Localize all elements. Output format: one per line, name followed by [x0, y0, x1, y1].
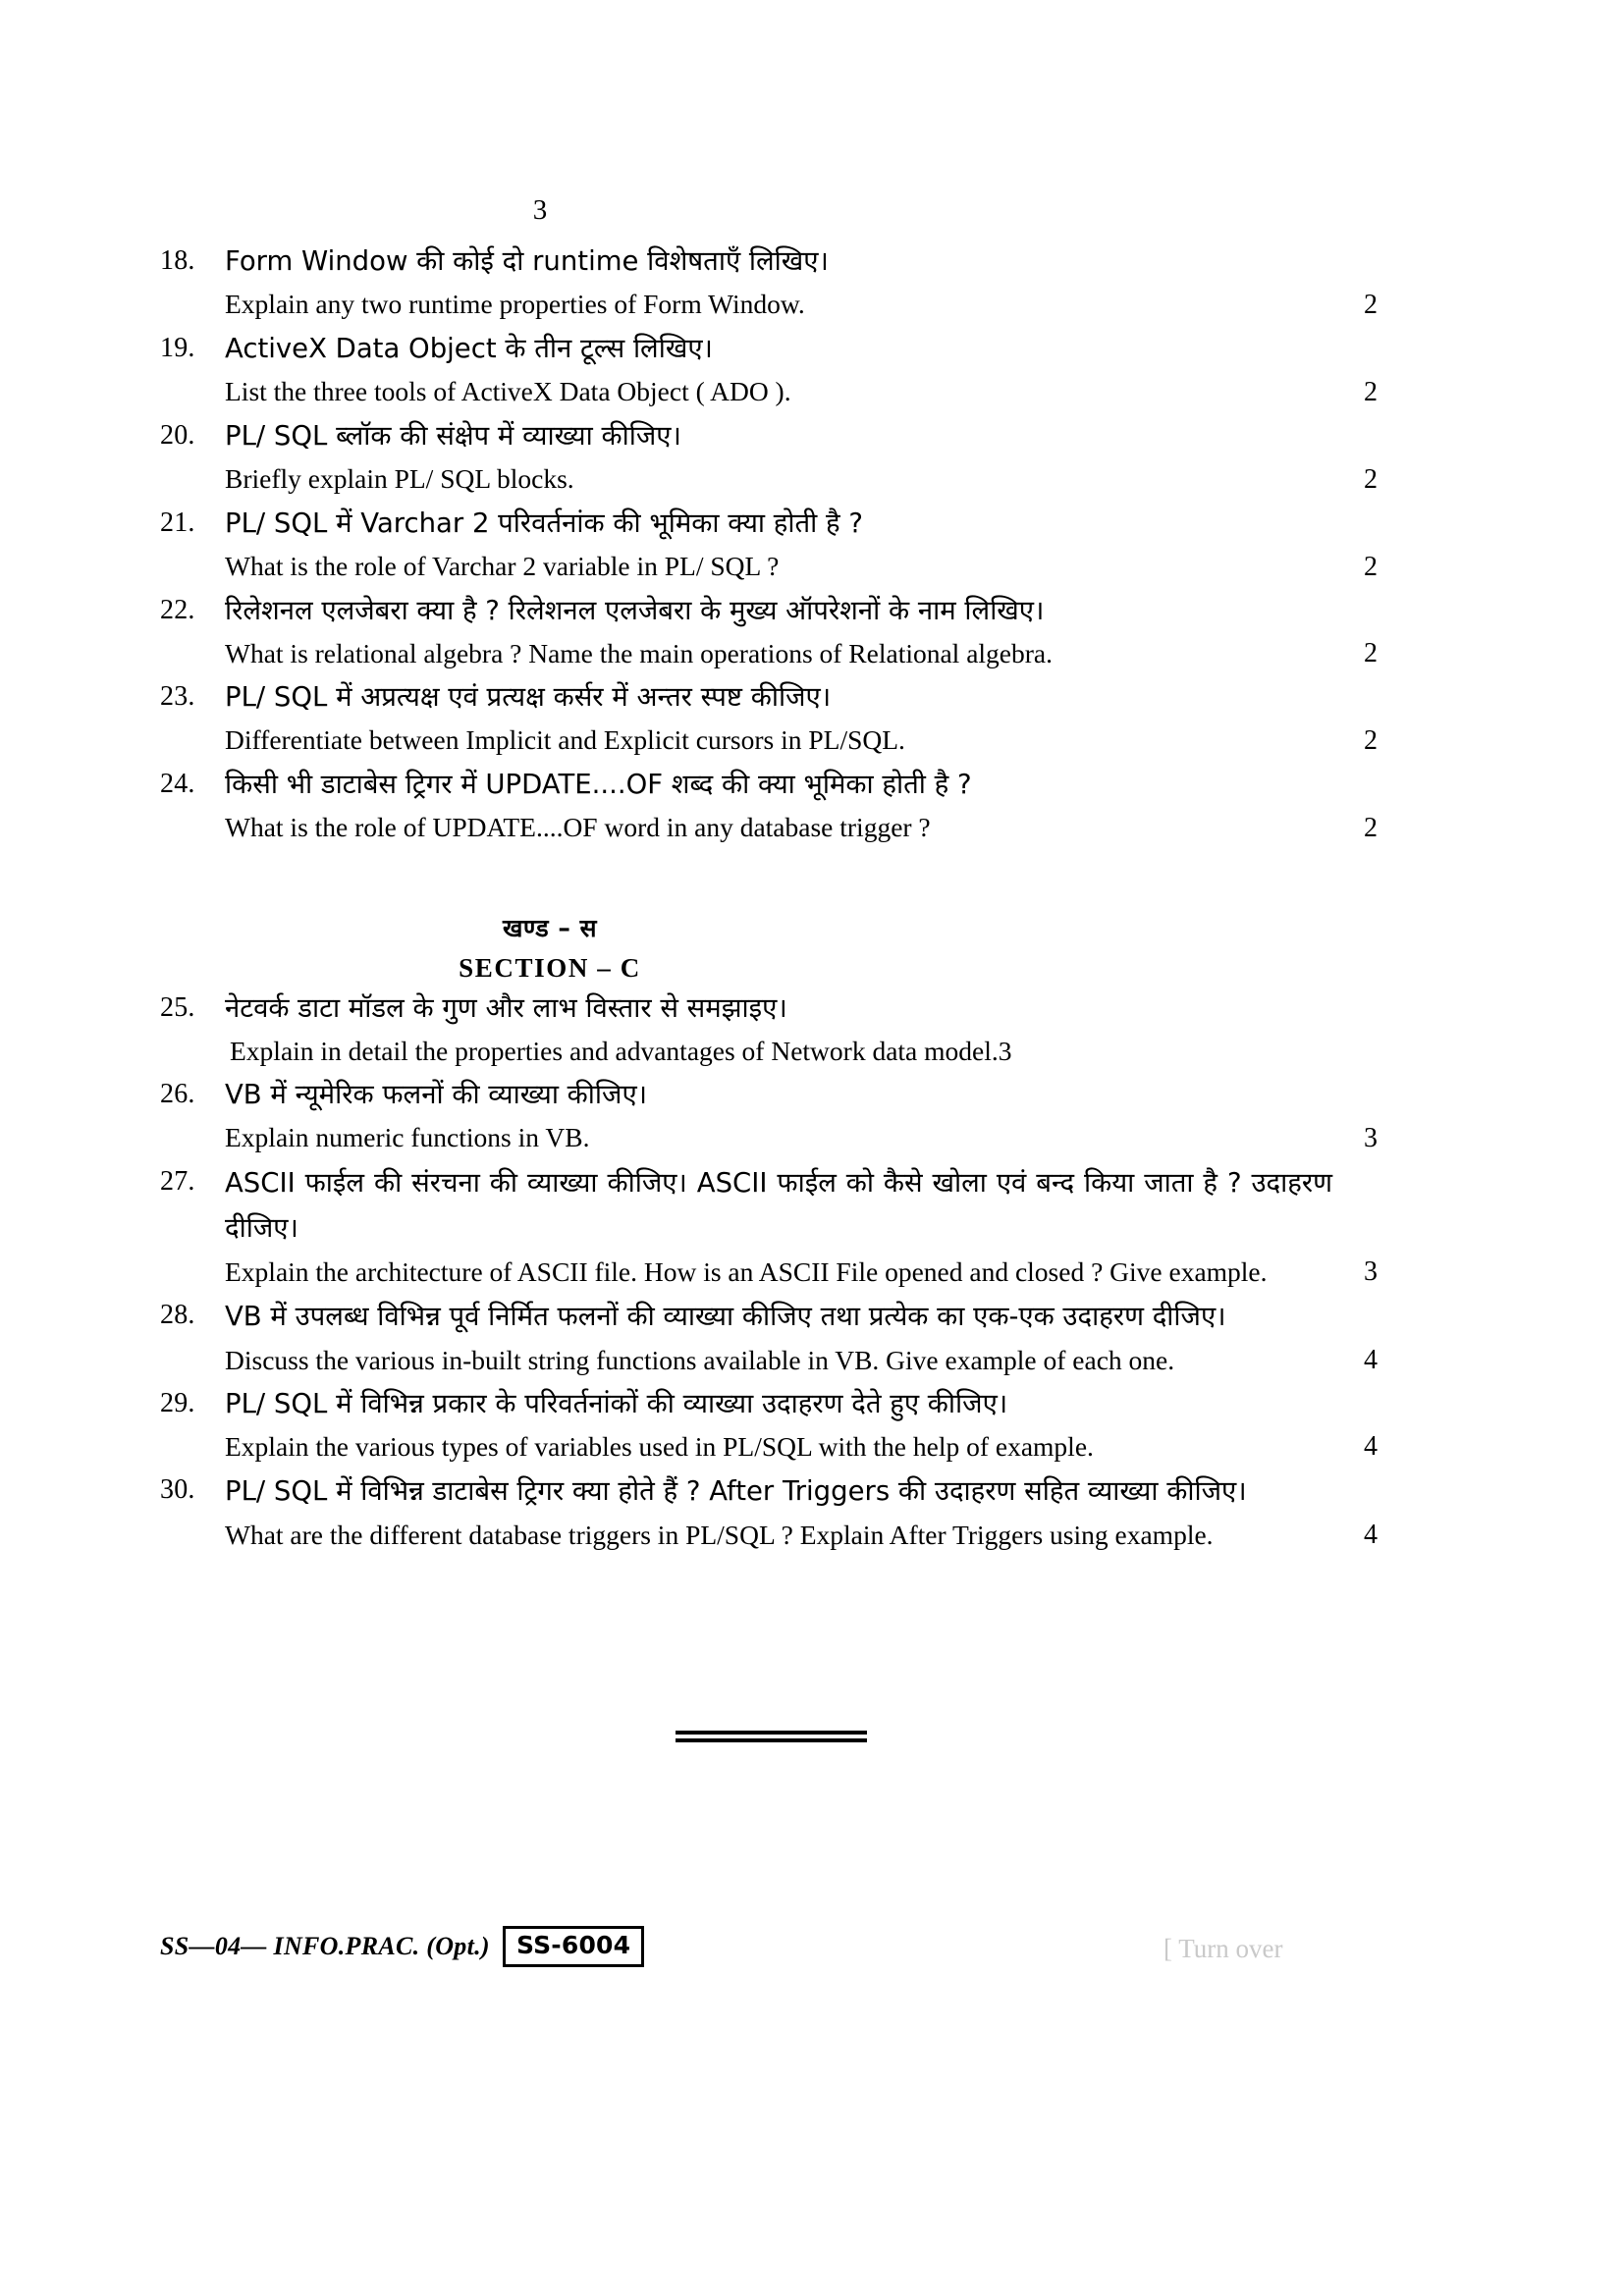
- question-text-english: List the three tools of ActiveX Data Object ( ADO ).: [225, 376, 791, 406]
- question-number: 28.: [160, 1300, 195, 1330]
- question-text-english: What are the different database triggers in PL/SQL ? Explain After Triggers using example.: [225, 1520, 1214, 1550]
- question-text-english: Explain in detail the properties and advantages of Network data model.3: [230, 1036, 1012, 1066]
- question-text-hindi: ActiveX Data Object के तीन टूल्स लिखिए।: [225, 333, 713, 364]
- question-number: 27.: [160, 1166, 195, 1197]
- question-text-english: Explain the architecture of ASCII file. How is an ASCII File opened and closed ? Give example.: [225, 1256, 1268, 1287]
- question-item: [160, 1382, 1378, 1468]
- question-marks: 2: [1364, 290, 1378, 320]
- question-number: 20.: [160, 420, 195, 451]
- question-body: [225, 240, 1378, 327]
- question-number: 23.: [160, 681, 195, 712]
- question-marks: 2: [1364, 813, 1378, 843]
- question-marks: 2: [1364, 464, 1378, 495]
- section-heading-english: SECTION – C: [459, 953, 641, 983]
- question-item: [160, 414, 1378, 502]
- question-text-hindi: किसी भी डाटाबेस ट्रिगर में UPDATE....OF शब्द की क्या भूमिका होती है ?: [225, 769, 972, 800]
- question-number: 29.: [160, 1388, 195, 1418]
- question-body: [225, 1160, 1378, 1294]
- question-text-english: Discuss the various in-built string functions available in VB. Give example of each one.: [225, 1345, 1175, 1375]
- question-text-english: Briefly explain PL/ SQL blocks.: [225, 463, 574, 494]
- question-number: 21.: [160, 507, 195, 538]
- section-heading-hindi: खण्ड – स: [502, 914, 597, 942]
- page-footer: [160, 1932, 1436, 1977]
- question-text-hindi: PL/ SQL में अप्रत्यक्ष एवं प्रत्यक्ष कर्सर में अन्तर स्पष्ट कीजिए।: [225, 681, 832, 713]
- question-body: [225, 675, 1378, 763]
- question-body: [225, 327, 1378, 414]
- question-number: 19.: [160, 333, 195, 363]
- question-item: [160, 502, 1378, 589]
- question-text-hindi: PL/ SQL ब्लॉक की संक्षेप में व्याख्या कीजिए।: [225, 420, 681, 452]
- question-list-section-b: [160, 240, 1378, 850]
- question-marks: 2: [1364, 638, 1378, 668]
- question-marks: 2: [1364, 377, 1378, 407]
- question-text-hindi: ASCII फाईल की संरचना की व्याख्या कीजिए। ASCII फाईल को कैसे खोला एवं बन्द किया जाता है ? उदाहरण दीजिए।: [225, 1167, 1332, 1244]
- question-item: [160, 675, 1378, 763]
- question-body: [225, 1073, 1378, 1160]
- footer-paper-code: SS-6004: [503, 1926, 644, 1967]
- question-item: [160, 240, 1378, 327]
- question-number: 26.: [160, 1079, 195, 1109]
- question-body: [225, 1294, 1378, 1382]
- question-body: [225, 502, 1378, 589]
- question-text-hindi: PL/ SQL में Varchar 2 परिवर्तनांक की भूमिका क्या होती है ?: [225, 507, 863, 539]
- question-number: 22.: [160, 595, 195, 625]
- question-number: 25.: [160, 992, 195, 1023]
- question-body: [225, 589, 1378, 675]
- question-number: 18.: [160, 245, 195, 276]
- footer-turn-over: [ Turn over: [1163, 1934, 1283, 1963]
- question-item: [160, 1468, 1378, 1557]
- end-of-paper-rule: [676, 1731, 867, 1742]
- question-number: 24.: [160, 769, 195, 799]
- question-marks: 3: [1364, 1256, 1378, 1287]
- question-text-english: Differentiate between Implicit and Explicit cursors in PL/SQL.: [225, 724, 905, 755]
- question-text-english: What is relational algebra ? Name the main operations of Relational algebra.: [225, 638, 1053, 668]
- question-number: 30.: [160, 1474, 195, 1505]
- question-item: [160, 589, 1378, 675]
- question-item: [160, 987, 1378, 1073]
- question-item: [160, 1160, 1378, 1294]
- question-text-english: What is the role of UPDATE....OF word in any database trigger ?: [225, 812, 931, 842]
- question-item: [160, 763, 1378, 850]
- section-heading: [0, 909, 1100, 988]
- question-marks: 2: [1364, 552, 1378, 582]
- question-text-hindi: नेटवर्क डाटा मॉडल के गुण और लाभ विस्तार से समझाइए।: [225, 992, 787, 1024]
- question-item: [160, 1294, 1378, 1382]
- question-text-english: Explain any two runtime properties of Form Window.: [225, 289, 805, 319]
- question-marks: 3: [1364, 1123, 1378, 1153]
- question-text-english: Explain numeric functions in VB.: [225, 1122, 590, 1152]
- question-text-hindi: PL/ SQL में विभिन्न डाटाबेस ट्रिगर क्या होते हैं ? After Triggers की उदाहरण सहित व्याख्या कीजिए।: [225, 1475, 1247, 1507]
- question-marks: 4: [1364, 1520, 1378, 1550]
- question-list-section-c: [160, 987, 1378, 1557]
- question-text-hindi: VB में न्यूमेरिक फलनों की व्याख्या कीजिए।: [225, 1079, 648, 1110]
- question-body: [225, 987, 1378, 1073]
- question-item: [160, 327, 1378, 414]
- page-number: 3: [532, 194, 548, 226]
- question-marks: 4: [1364, 1345, 1378, 1375]
- question-text-hindi: VB में उपलब्ध विभिन्न पूर्व निर्मित फलनों की व्याख्या कीजिए तथा प्रत्येक का एक-एक उदाहरण दीजिए।: [225, 1301, 1226, 1332]
- question-item: [160, 1073, 1378, 1160]
- question-body: [225, 763, 1378, 850]
- question-text-hindi: Form Window की कोई दो runtime विशेषताएँ लिखिए।: [225, 245, 829, 277]
- question-marks: 4: [1364, 1431, 1378, 1462]
- question-text-hindi: PL/ SQL में विभिन्न प्रकार के परिवर्तनांकों की व्याख्या उदाहरण देते हुए कीजिए।: [225, 1388, 1008, 1419]
- question-text-english: Explain the various types of variables used in PL/SQL with the help of example.: [225, 1431, 1094, 1462]
- question-text-hindi: रिलेशनल एलजेबरा क्या है ? रिलेशनल एलजेबरा के मुख्य ऑपरेशनों के नाम लिखिए।: [225, 595, 1045, 626]
- footer-paper-title: SS—04— INFO.PRAC. (Opt.): [160, 1932, 490, 1960]
- question-body: [225, 1382, 1378, 1468]
- question-text-english: What is the role of Varchar 2 variable in PL/ SQL ?: [225, 551, 780, 581]
- question-marks: 2: [1364, 725, 1378, 756]
- question-body: [225, 414, 1378, 502]
- question-body: [225, 1468, 1378, 1557]
